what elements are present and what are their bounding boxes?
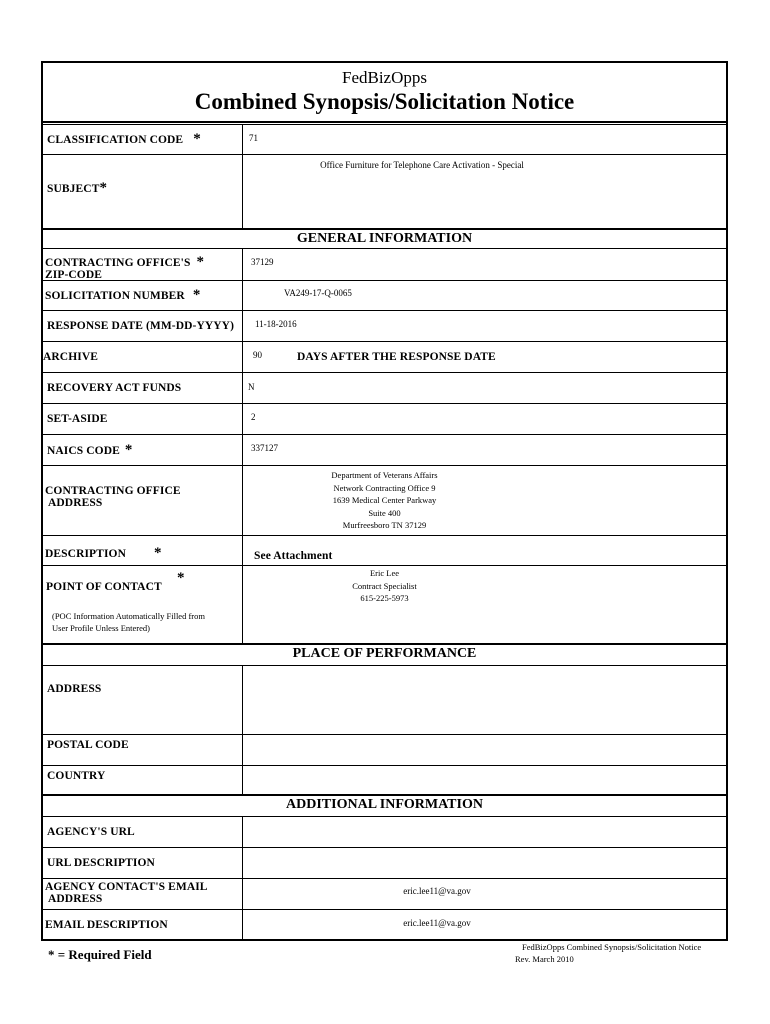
section-place-of-performance: PLACE OF PERFORMANCE [292, 646, 477, 661]
office-address-line: Department of Veterans Affairs [331, 470, 438, 480]
poc-value[interactable] [243, 567, 526, 605]
required-star: * [153, 545, 162, 561]
required-star: * [124, 442, 133, 458]
page-title: Combined Synopsis/Solicitation Notice [194, 89, 575, 114]
naics-label: NAICS CODE * [47, 442, 133, 458]
office-address-line: Network Contracting Office 9 [333, 482, 436, 493]
naics-value[interactable]: 337127 [251, 443, 278, 453]
poc-line: Contract Specialist [352, 580, 417, 591]
form-revision: Rev. March 2010 [515, 954, 574, 964]
subject-value[interactable]: Office Furniture for Telephone Care Activation - Special [320, 160, 524, 170]
required-star: * [196, 254, 205, 270]
archive-label: ARCHIVE [43, 351, 99, 363]
contact-email-value[interactable]: eric.lee11@va.gov [403, 886, 471, 896]
required-star: * [99, 180, 108, 196]
solicitation-number-label: SOLICITATION NUMBER * [45, 287, 201, 303]
country-label: COUNTRY [47, 770, 106, 782]
poc-line: Eric Lee [369, 568, 400, 578]
section-general-information: GENERAL INFORMATION [296, 231, 473, 246]
office-address-line: Murfreesboro TN 37129 [342, 520, 427, 530]
solicitation-number-value[interactable]: VA249-17-Q-0065 [284, 288, 352, 298]
description-label: DESCRIPTION * [45, 545, 162, 561]
zip-label: CONTRACTING OFFICE'S * ZIP-CODE [45, 254, 205, 281]
archive-value[interactable]: 90 [253, 350, 262, 360]
subject-label: SUBJECT* [47, 180, 108, 196]
url-description-label: URL DESCRIPTION [47, 857, 155, 869]
office-address-line: Suite 400 [368, 507, 401, 518]
form-name: FedBizOpps Combined Synopsis/Solicitation Notice [522, 942, 702, 952]
poc-line: 615-225-5973 [360, 593, 409, 603]
recovery-act-value[interactable]: N [248, 382, 255, 392]
archive-suffix: DAYS AFTER THE RESPONSE DATE [297, 351, 496, 363]
set-aside-value[interactable]: 2 [251, 412, 256, 422]
performance-address-label: ADDRESS [47, 683, 102, 695]
required-star: * [192, 287, 201, 303]
classification-code-label: CLASSIFICATION CODE * [47, 131, 201, 147]
recovery-act-label: RECOVERY ACT FUNDS [47, 382, 182, 394]
description-value[interactable]: See Attachment [254, 550, 333, 562]
office-address-line: 1639 Medical Center Parkway [332, 495, 437, 505]
classification-code-value[interactable]: 71 [249, 133, 258, 143]
poc-note: (POC Information Automatically Filled from User Profile Unless Entered) [52, 611, 205, 633]
required-star: * [177, 570, 185, 586]
required-star: * [193, 131, 201, 147]
section-additional-information: ADDITIONAL INFORMATION [286, 797, 483, 812]
poc-label: POINT OF CONTACT [46, 581, 162, 593]
agency-url-label: AGENCY'S URL [47, 826, 135, 838]
required-field-note: * = Required Field [48, 947, 152, 962]
email-description-label: EMAIL DESCRIPTION [45, 919, 168, 931]
zip-value[interactable]: 37129 [251, 257, 274, 267]
set-aside-label: SET-ASIDE [47, 413, 108, 425]
office-address-value[interactable] [243, 469, 526, 532]
response-date-value[interactable]: 11-18-2016 [255, 319, 297, 329]
response-date-label: RESPONSE DATE (MM-DD-YYYY) [47, 320, 235, 332]
office-address-label: CONTRACTING OFFICE ADDRESS [45, 485, 181, 509]
postal-code-label: POSTAL CODE [47, 739, 129, 751]
site-name: FedBizOpps [342, 68, 427, 87]
contact-email-label: AGENCY CONTACT'S EMAIL ADDRESS [45, 881, 208, 905]
email-description-value[interactable]: eric.lee11@va.gov [403, 918, 471, 928]
